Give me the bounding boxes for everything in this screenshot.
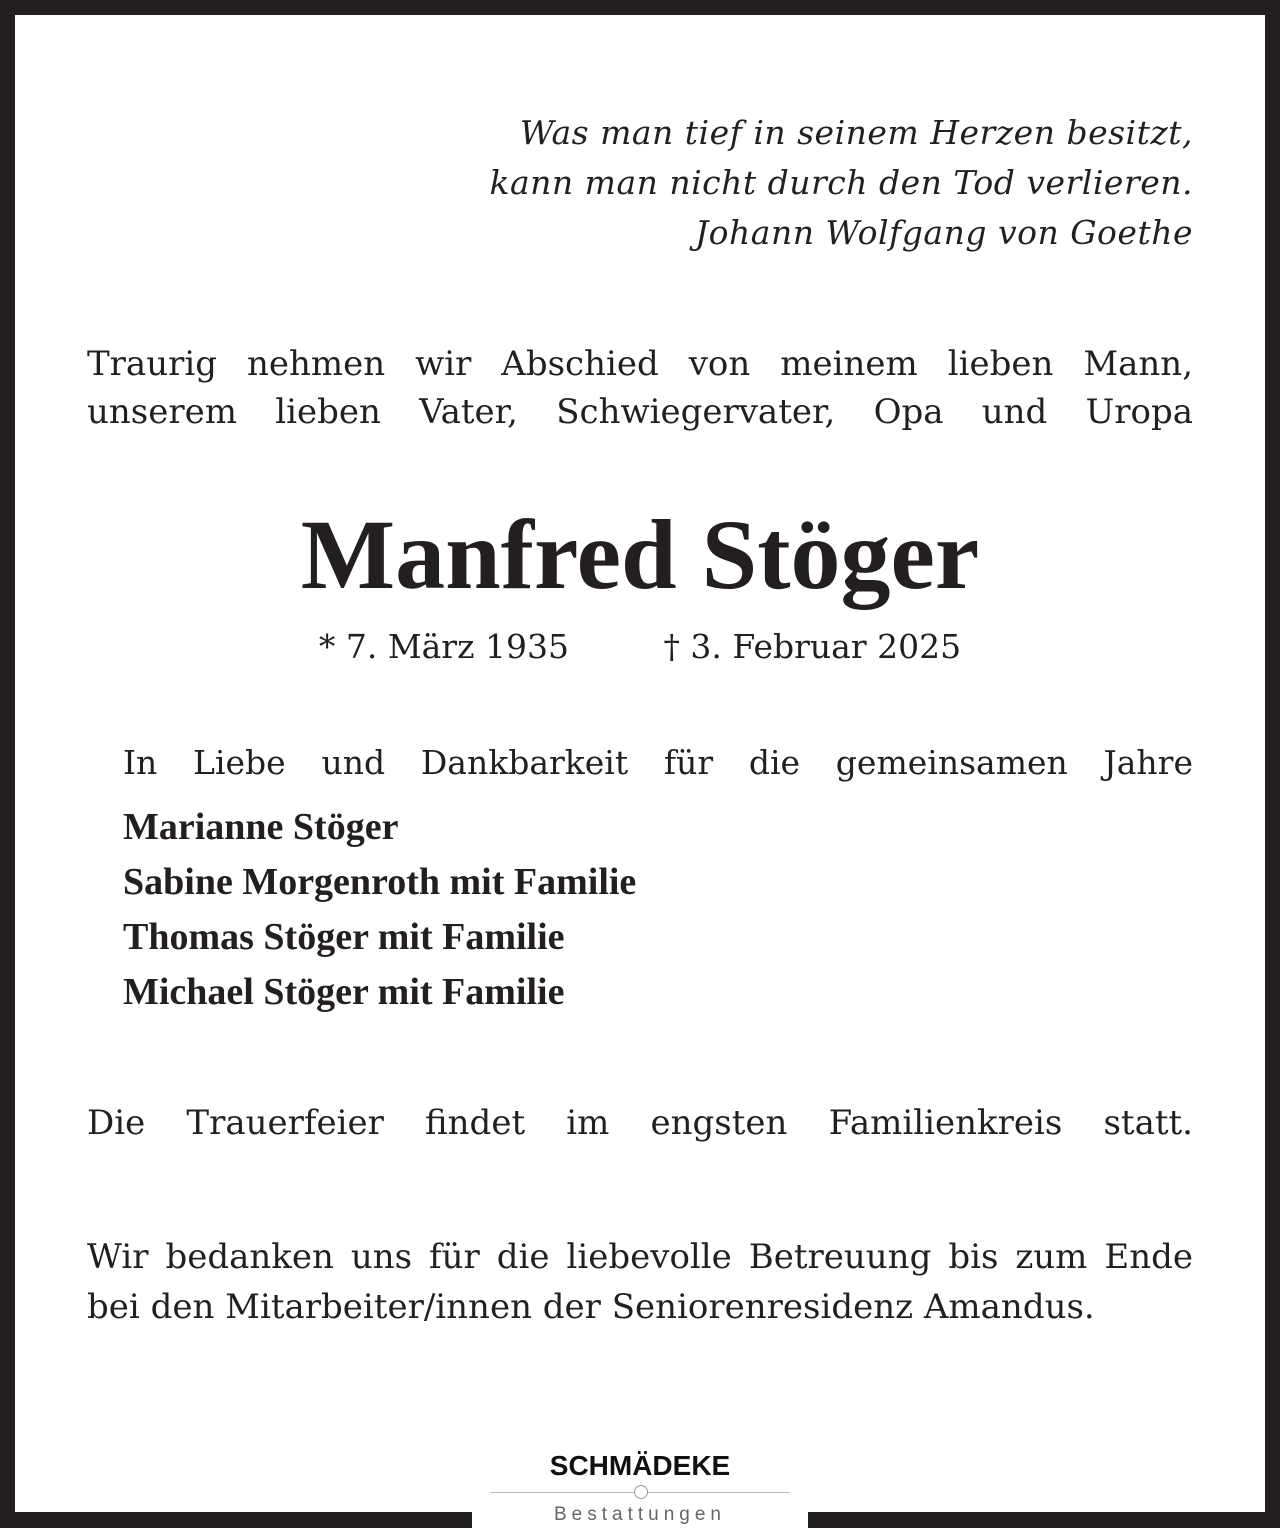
border-top <box>0 0 1280 15</box>
border-left <box>0 0 15 1528</box>
life-dates <box>0 622 1280 672</box>
closing-note: Wir bedanken uns für die liebevolle Betreuung bis zum Ende bei den Mitarbeiter/innen der Seniorenresidenz Amandus. <box>87 1237 1193 1327</box>
mourner-name: Marianne Stöger <box>123 806 399 848</box>
intro-line: Traurig nehmen wir Abschied von meinem lieben Mann, <box>87 344 1193 384</box>
deceased-name: Manfred Stöger <box>300 499 980 610</box>
logo-subtitle: Bestattungen <box>554 1504 726 1525</box>
death-date: † 3. Februar 2025 <box>663 627 962 666</box>
goethe-quote <box>87 108 1193 258</box>
logo-name: SCHMÄDEKE <box>549 1450 731 1481</box>
quote-author: Johann Wolfgang von Goethe <box>694 213 1193 252</box>
funeral-home-logo <box>472 1448 808 1530</box>
funeral-note: Die Trauerfeier findet im engsten Familienkreis statt. <box>87 1103 1193 1143</box>
mourners-intro: In Liebe und Dankbarkeit für die gemeinsamen Jahre <box>123 743 1193 782</box>
mourner-name: Michael Stöger mit Familie <box>123 971 565 1013</box>
mourners-list <box>123 800 1229 1020</box>
mourner-name: Sabine Morgenroth mit Familie <box>123 861 637 903</box>
border-bottom-right <box>808 1512 1280 1528</box>
logo-ornament-rule <box>490 1484 790 1500</box>
border-bottom-left <box>0 1512 472 1528</box>
birth-date: * 7. März 1935 <box>318 627 569 666</box>
intro-line: unserem lieben Vater, Schwiegervater, Opa und Uropa <box>87 392 1193 432</box>
quote-line: Was man tief in seinem Herzen besitzt, <box>519 113 1193 152</box>
mourner-name: Thomas Stöger mit Familie <box>123 916 565 958</box>
intro-text <box>87 340 1193 436</box>
quote-line: kann man nicht durch den Tod verlieren. <box>489 163 1193 202</box>
ornament-icon <box>634 1485 648 1499</box>
border-right <box>1265 0 1280 1528</box>
